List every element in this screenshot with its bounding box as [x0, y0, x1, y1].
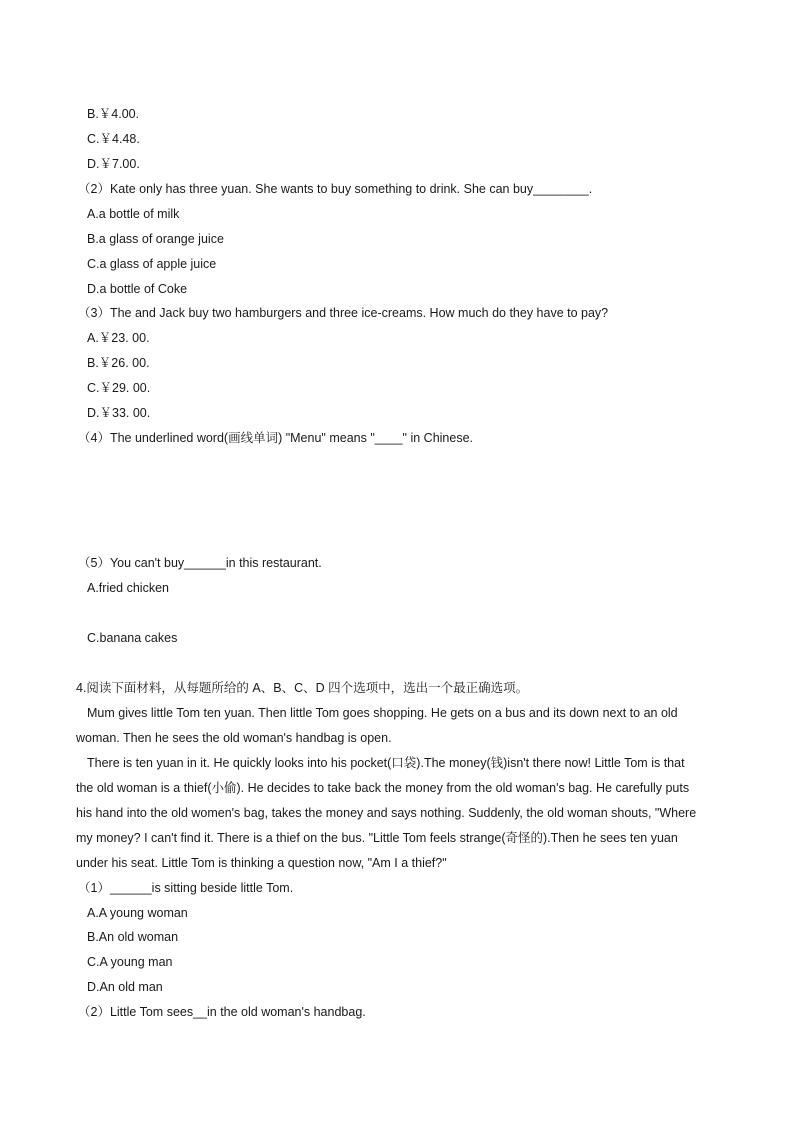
option-c: C.a glass of apple juice: [87, 257, 217, 271]
option-d: D.An old man: [87, 980, 163, 994]
passage-line: woman. Then he sees the old woman's handbag is open.: [76, 731, 392, 745]
passage-line: the old woman is a thief(小偷). He decides to take back the money from the old woman's bag. He carefully puts: [76, 781, 690, 795]
option-a: A.A young woman: [87, 906, 188, 920]
question-2: （2）Little Tom sees__in the old woman's handbag.: [78, 1005, 366, 1019]
option-b: B.An old woman: [87, 930, 179, 944]
option-a: A.￥23. 00.: [87, 331, 150, 345]
question-1: （1）______is sitting beside little Tom.: [78, 881, 294, 895]
question-4: （4）The underlined word(画线单词) "Menu" means "____" in Chinese.: [78, 431, 474, 445]
option-a: A.fried chicken: [87, 581, 169, 595]
option-c: C.￥4.48.: [87, 132, 140, 146]
option-c: C.A young man: [87, 955, 173, 969]
option-d: D.￥33. 00.: [87, 406, 151, 420]
option-a: A.a bottle of milk: [87, 207, 180, 221]
option-b: B.￥26. 00.: [87, 356, 150, 370]
option-b: B.a glass of orange juice: [87, 232, 224, 246]
question-2: （2）Kate only has three yuan. She wants to buy something to drink. She can buy________.: [78, 182, 593, 196]
option-d: D.￥7.00.: [87, 157, 140, 171]
option-c: C.￥29. 00.: [87, 381, 151, 395]
question-5: （5）You can't buy______in this restaurant.: [78, 556, 322, 570]
passage-line: Mum gives little Tom ten yuan. Then little Tom goes shopping. He gets on a bus and its down next to an old: [87, 706, 678, 720]
passage-line: his hand into the old women's bag, takes the money and says nothing. Suddenly, the old woman shouts, "Where: [76, 806, 697, 820]
option-b: B.￥4.00.: [87, 107, 140, 121]
passage-line: There is ten yuan in it. He quickly looks into his pocket(口袋).The money(钱)isn't there now! Little Tom is that: [87, 756, 685, 770]
section-heading: 4.阅读下面材料，从每题所给的 A、B、C、D 四个选项中，选出一个最正确选项。: [76, 681, 529, 695]
question-3: （3）The and Jack buy two hamburgers and three ice-creams. How much do they have to pay?: [78, 306, 609, 320]
passage-line: under his seat. Little Tom is thinking a question now, "Am I a thief?": [76, 856, 447, 870]
option-c: C.banana cakes: [87, 631, 178, 645]
option-d: D.a bottle of Coke: [87, 282, 188, 296]
passage-line: my money? I can't find it. There is a thief on the bus. "Little Tom feels strange(奇怪的).Then he sees ten yuan: [76, 831, 678, 845]
